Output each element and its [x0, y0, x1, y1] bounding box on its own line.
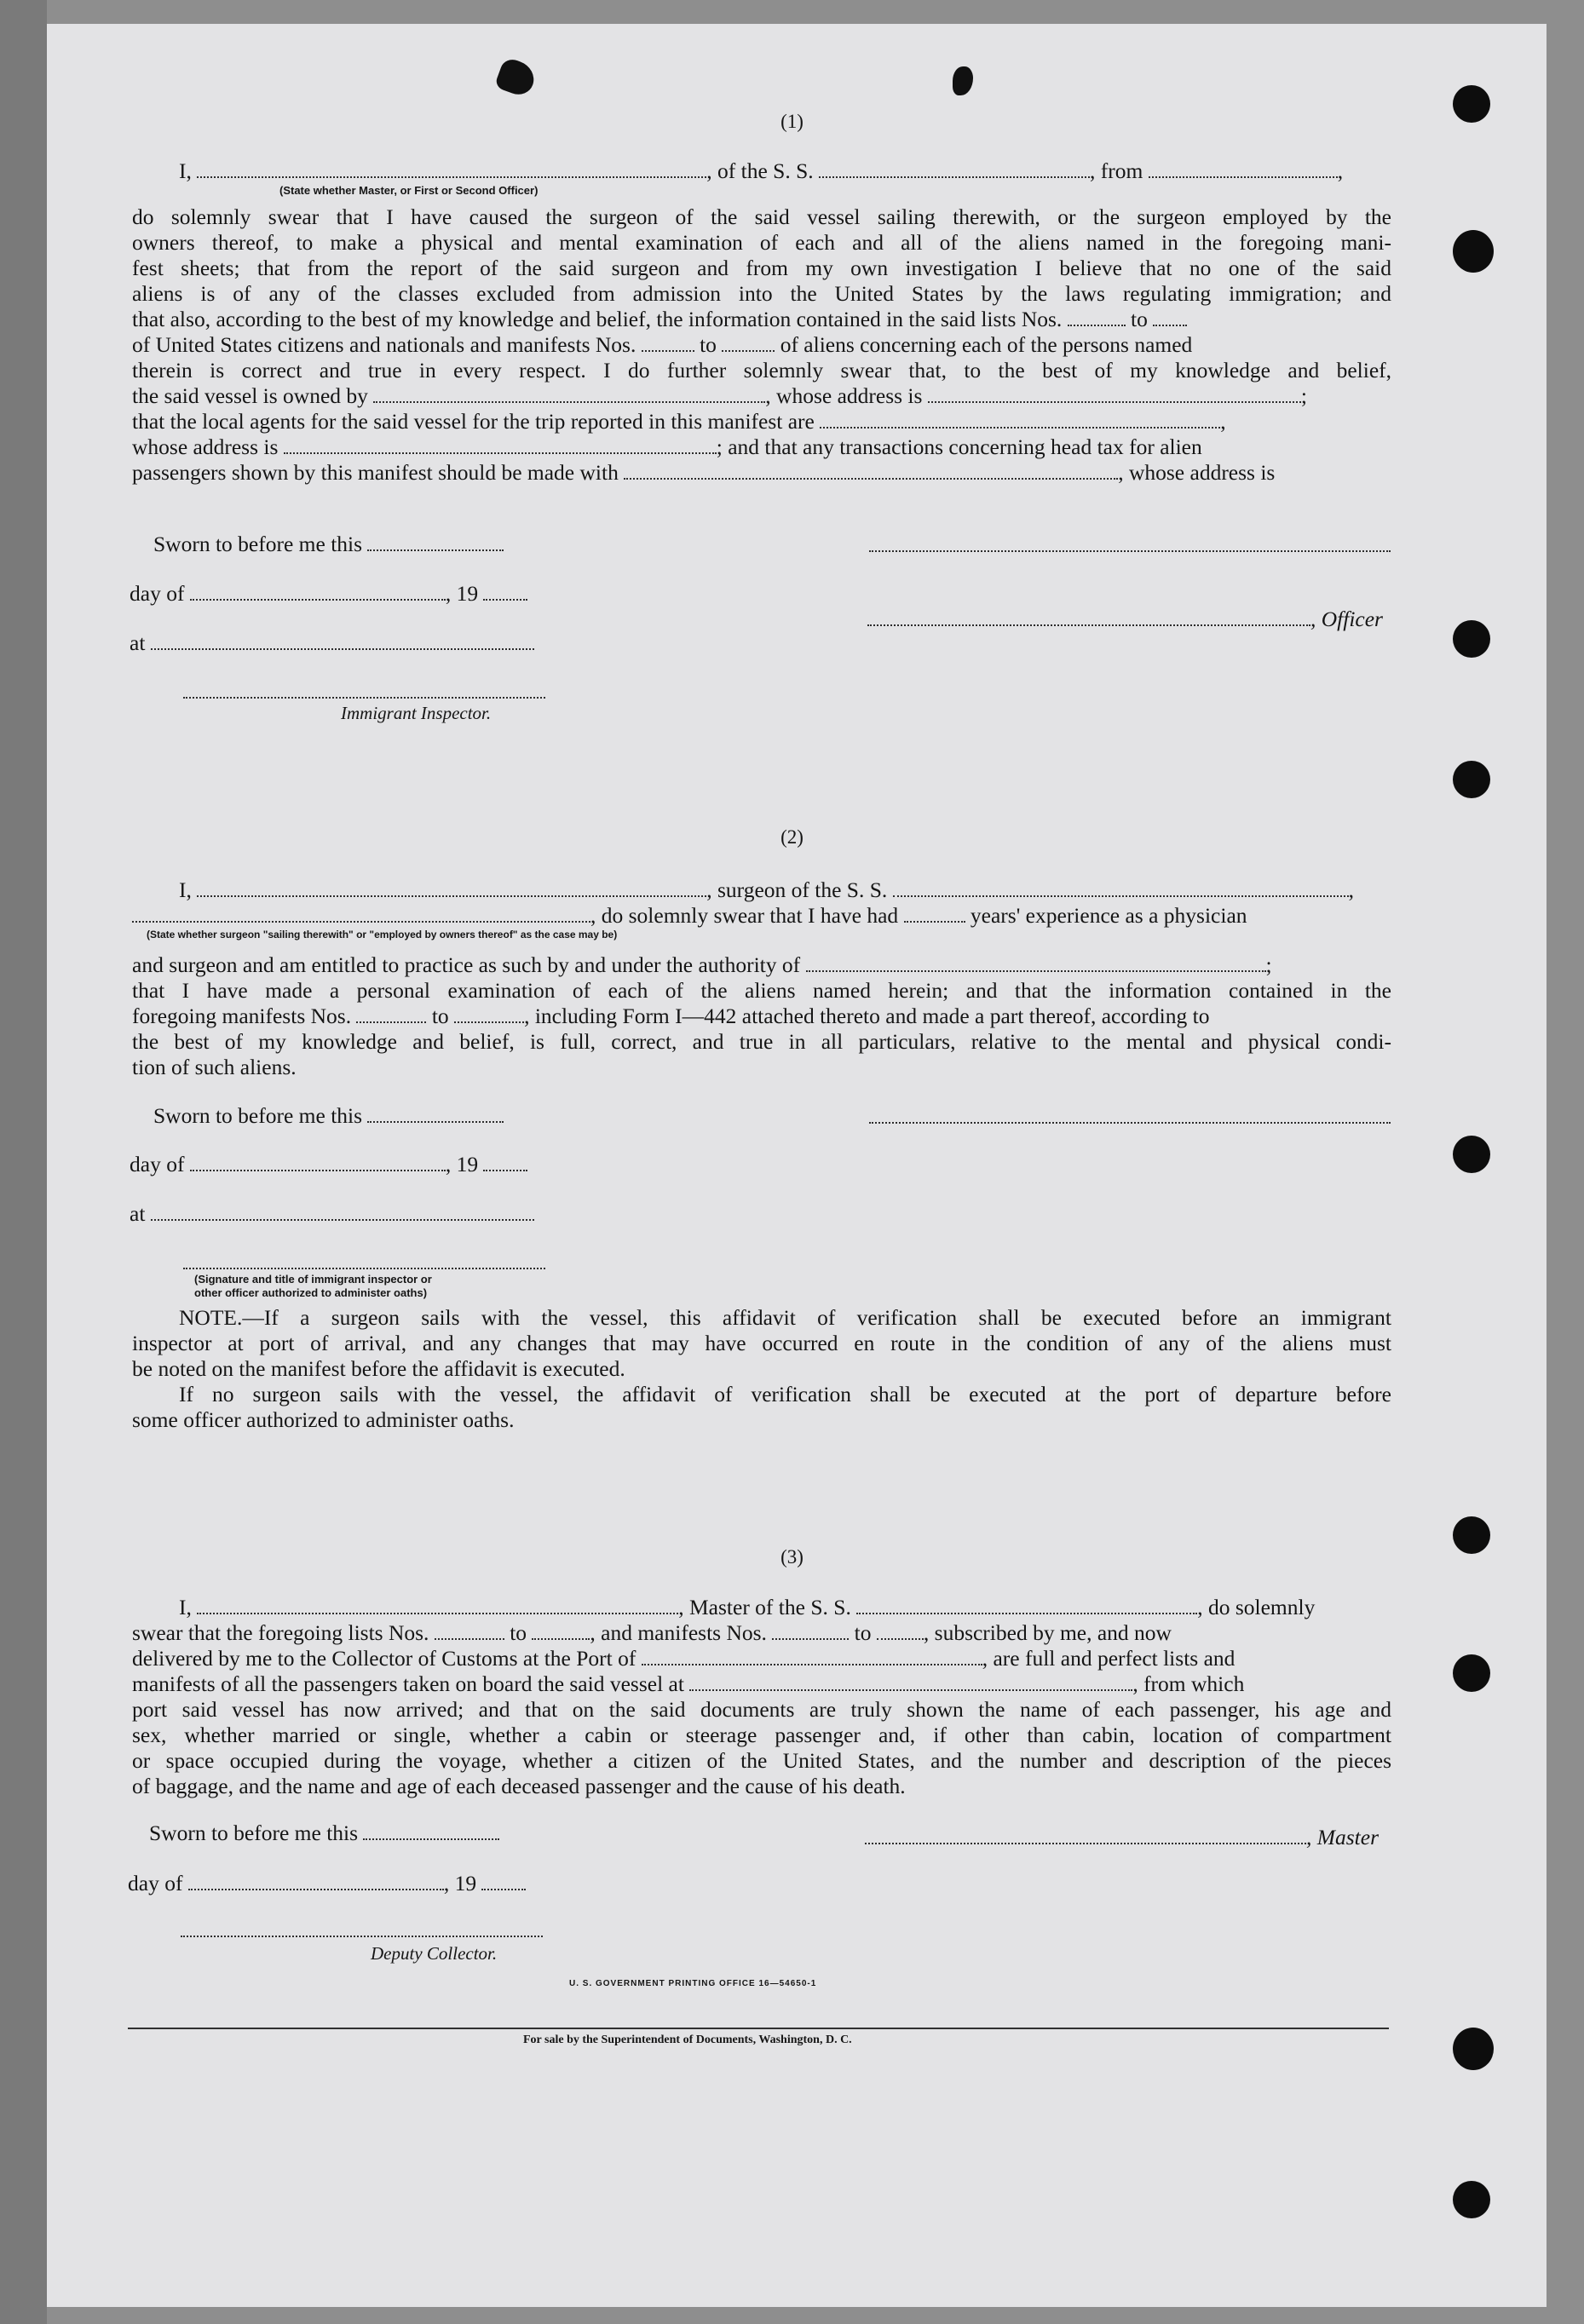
- s2-day: day of , 19: [130, 1152, 527, 1177]
- section-3-number: (3): [780, 1546, 804, 1568]
- s3-lists-to-field[interactable]: [532, 1621, 590, 1640]
- s2-inspector-signature-line[interactable]: [183, 1268, 545, 1269]
- s2-manifest-from-field[interactable]: [356, 1004, 426, 1023]
- s3-sworn-date-field[interactable]: [363, 1821, 499, 1840]
- section-1-number: (1): [780, 111, 804, 132]
- s2-manifest-to-field[interactable]: [454, 1004, 524, 1023]
- s2-day-field[interactable]: [190, 1153, 446, 1171]
- port-of-arrival-field[interactable]: [642, 1647, 982, 1665]
- binder-hole: [1453, 230, 1494, 273]
- s1-para-line: the said vessel is owned by , whose address is ;: [132, 383, 1307, 408]
- s1-at-field[interactable]: [151, 631, 534, 650]
- s2-sworn: Sworn to before me this: [153, 1103, 504, 1129]
- s2-para-line: and surgeon and am entitled to practice as such by and under the authority of ;: [132, 952, 1272, 977]
- s1-inspector-label: Immigrant Inspector.: [341, 703, 492, 723]
- s1-sworn: Sworn to before me this: [153, 532, 504, 557]
- section-2-number: (2): [780, 826, 804, 848]
- s2-note-line: NOTE.—If a surgeon sails with the vessel, this affidavit of verification shall be executed before an immigrant: [179, 1305, 1391, 1330]
- s3-collector-signature-line[interactable]: [181, 1936, 543, 1937]
- s3-para-line: port said vessel has now arrived; and that on the said documents are truly shown the name of each passenger, his age and: [132, 1697, 1391, 1722]
- s1-para-line: do solemnly swear that I have caused the surgeon of the said vessel sailing therewith, or the surgeon employed by the: [132, 204, 1391, 229]
- years-experience-field[interactable]: [904, 904, 965, 923]
- s1-sworn-date-field[interactable]: [367, 532, 504, 551]
- officer-rank-note: (State whether Master, or First or Second Officer): [279, 184, 539, 197]
- binder-hole: [1453, 1654, 1490, 1692]
- head-tax-contact-field[interactable]: [624, 461, 1118, 480]
- s3-para-line: of baggage, and the name and age of each deceased passenger and the cause of his death.: [132, 1774, 906, 1798]
- surgeon-status-note: (State whether surgeon "sailing therewith" or "employed by owners thereof" as the case may be): [147, 929, 618, 941]
- s2-para-line: foregoing manifests Nos. to , including Form I—442 attached thereto and made a part thereof, according to: [132, 1004, 1210, 1028]
- s1-officer: , Officer: [867, 607, 1383, 632]
- s2-note-line: inspector at port of arrival, and any changes that may have occurred en route in the condition of any of the aliens must: [132, 1331, 1391, 1355]
- s2-note-line: some officer authorized to administer oaths.: [132, 1407, 515, 1432]
- s2-at-field[interactable]: [151, 1202, 534, 1221]
- surgeon-name-field[interactable]: [197, 878, 706, 897]
- s2-note-line: If no surgeon sails with the vessel, the affidavit of verification shall be executed at the port of departure before: [179, 1382, 1391, 1406]
- port-of-embarkation-field[interactable]: [689, 1672, 1132, 1691]
- s3-lists-from-field[interactable]: [435, 1621, 504, 1640]
- s2-para-line: that I have made a personal examination of each of the aliens named herein; and that the information contained in the: [132, 978, 1391, 1003]
- s2-vessel-field[interactable]: [893, 878, 1349, 897]
- s1-para-line: owners thereof, to make a physical and mental examination of each and all of the aliens named in the foregoing mani-: [132, 230, 1391, 255]
- s2-signature-note: other officer authorized to administer oaths): [194, 1286, 428, 1299]
- s2-line-1: I, , surgeon of the S. S. ,: [179, 877, 1355, 902]
- s2-surgeon-signature-line[interactable]: [869, 1122, 1391, 1124]
- s3-para-line: sex, whether married or single, whether a cabin or steerage passenger and, if other than cabin, location of compartment: [132, 1723, 1391, 1747]
- s3-para-line: manifests of all the passengers taken on board the said vessel at , from which: [132, 1671, 1245, 1696]
- manifest-from-field[interactable]: [642, 333, 694, 352]
- s3-line-1: I, , Master of the S. S. , do solemnly: [179, 1595, 1316, 1619]
- s1-para-line: that also, according to the best of my knowledge and belief, the information contained in the said lists Nos. to: [132, 307, 1187, 332]
- vessel-owner-field[interactable]: [373, 384, 765, 403]
- s3-day: day of , 19: [128, 1871, 526, 1896]
- vessel-name-field[interactable]: [819, 159, 1090, 178]
- s3-day-field[interactable]: [188, 1872, 444, 1890]
- binder-hole: [1453, 2181, 1490, 2218]
- s1-year-field[interactable]: [483, 582, 527, 601]
- master-name-field[interactable]: [197, 1596, 678, 1614]
- s1-at: at: [130, 630, 534, 656]
- citizens-list-to-field[interactable]: [1153, 308, 1187, 326]
- departure-port-field[interactable]: [1149, 159, 1338, 178]
- s3-manifest-to-field[interactable]: [877, 1621, 924, 1640]
- s2-note-line: be noted on the manifest before the affidavit is executed.: [132, 1356, 625, 1381]
- s3-deputy-label: Deputy Collector.: [371, 1943, 498, 1964]
- printing-office-mark: U. S. GOVERNMENT PRINTING OFFICE 16—54650-1: [569, 1979, 817, 1988]
- local-agents-field[interactable]: [820, 410, 1220, 429]
- s3-vessel-field[interactable]: [856, 1596, 1197, 1614]
- s1-para-line: whose address is ; and that any transactions concerning head tax for alien: [132, 434, 1202, 459]
- s1-para-line: therein is correct and true in every respect. I do further solemnly swear that, to the best of my knowledge and belief,: [132, 358, 1391, 383]
- manifest-to-field[interactable]: [722, 333, 775, 352]
- s1-para-line: fest sheets; that from the report of the said surgeon and from my own investigation I believe that no one of the said: [132, 256, 1391, 280]
- binder-hole: [1453, 761, 1490, 798]
- citizens-list-from-field[interactable]: [1068, 308, 1126, 326]
- s2-sworn-date-field[interactable]: [367, 1104, 504, 1123]
- s1-para-line: aliens is of any of the classes excluded from admission into the United States by the laws regulating immigration; and: [132, 281, 1391, 306]
- s1-para-line: that the local agents for the said vessel for the trip reported in this manifest are ,: [132, 409, 1226, 434]
- binder-hole: [1453, 2028, 1494, 2070]
- s3-para-line: swear that the foregoing lists Nos. to , and manifests Nos. to , subscribed by me, and now: [132, 1620, 1172, 1645]
- s3-para-line: delivered by me to the Collector of Customs at the Port of , are full and perfect lists and: [132, 1646, 1236, 1671]
- s1-line-1: I, , of the S. S. , from ,: [179, 158, 1344, 183]
- s1-officer-title-field[interactable]: [867, 607, 1310, 626]
- s3-year-field[interactable]: [481, 1872, 526, 1890]
- s3-para-line: or space occupied during the voyage, whether a citizen of the United States, and the number and description of the pieces: [132, 1748, 1391, 1773]
- s1-day-field[interactable]: [190, 582, 446, 601]
- footer-rule: [128, 2028, 1389, 2029]
- binder-hole: [1453, 620, 1490, 658]
- s3-manifest-from-field[interactable]: [772, 1621, 849, 1640]
- scan-edge: [0, 0, 47, 2324]
- s1-officer-signature-line[interactable]: [869, 550, 1391, 552]
- sale-notice: For sale by the Superintendent of Documents, Washington, D. C.: [523, 2034, 852, 2046]
- officer-name-field[interactable]: [197, 159, 706, 178]
- s2-para-line: the best of my knowledge and belief, is full, correct, and true in all particulars, relative to the mental and physical condi-: [132, 1029, 1391, 1054]
- surgeon-status-field[interactable]: [132, 904, 590, 923]
- s2-at: at: [130, 1201, 534, 1227]
- licensing-authority-field[interactable]: [806, 953, 1266, 972]
- s2-signature-note: (Signature and title of immigrant inspector or: [194, 1273, 432, 1286]
- s1-para-line: passengers shown by this manifest should be made with , whose address is: [132, 460, 1276, 485]
- s2-line-2: , do solemnly swear that I have had years' experience as a physician: [132, 903, 1247, 929]
- s3-master: , Master: [865, 1825, 1379, 1850]
- binder-hole: [1453, 1136, 1490, 1173]
- agents-address-field[interactable]: [284, 435, 717, 454]
- master-signature-field[interactable]: [865, 1826, 1306, 1844]
- s3-sworn: Sworn to before me this: [149, 1821, 499, 1846]
- s2-year-field[interactable]: [483, 1153, 527, 1171]
- s1-day: day of , 19: [130, 581, 527, 607]
- s1-para-line: of United States citizens and nationals and manifests Nos. to of aliens concerning each of the persons named: [132, 332, 1193, 357]
- s1-inspector-signature-line[interactable]: [183, 697, 545, 699]
- s2-para-line: tion of such aliens.: [132, 1055, 297, 1079]
- owner-address-field[interactable]: [928, 384, 1301, 403]
